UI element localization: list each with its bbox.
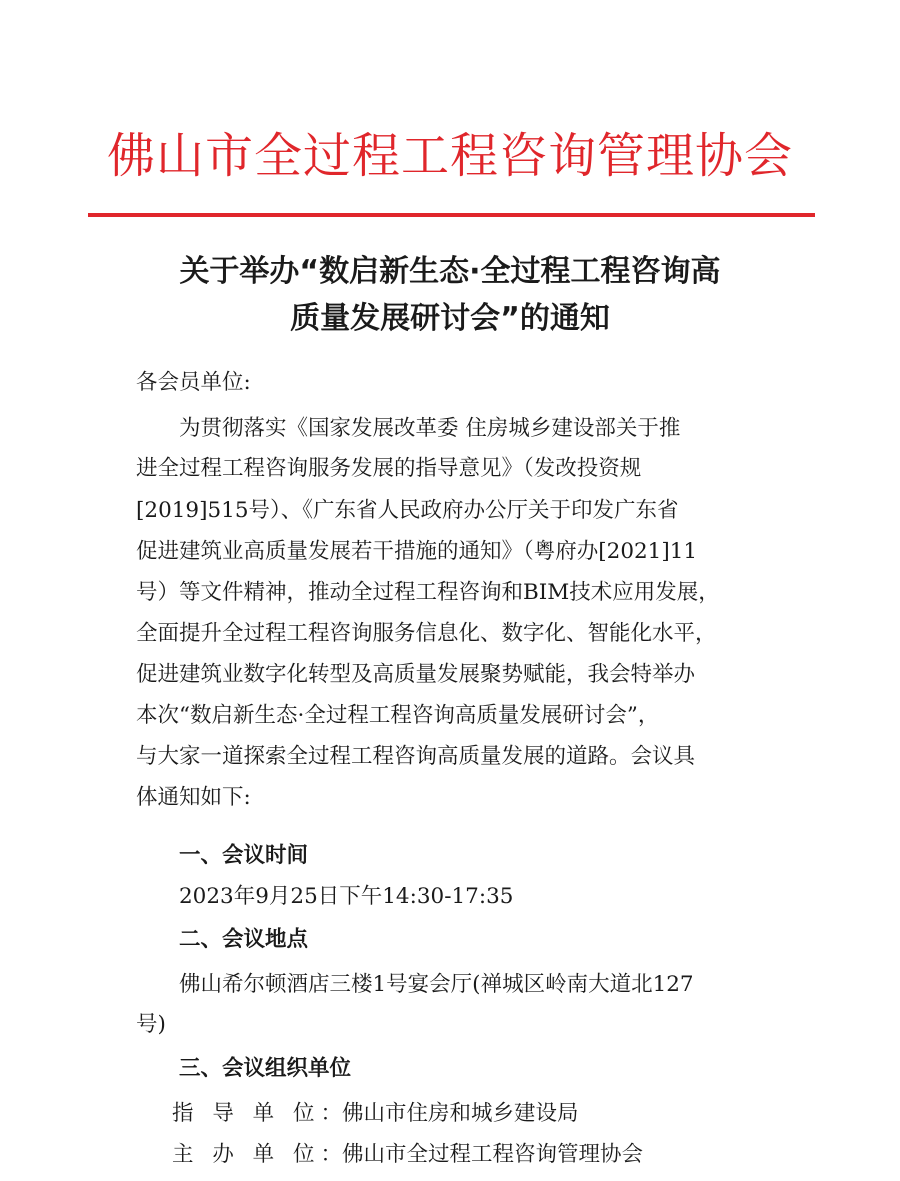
guide-unit-value: ：佛山市住房和城乡建设局 xyxy=(320,1101,579,1126)
intro-line-2: 进全过程工程咨询服务发展的指导意见》（发改投资规 xyxy=(136,456,642,481)
intro-line-10: 体通知如下: xyxy=(136,785,251,810)
intro-line-8: 本次“数启新生态·全过程工程咨询高质量发展研讨会”， xyxy=(136,703,660,728)
organizer-row-guide xyxy=(172,1095,579,1133)
intro-line-1: 为贯彻落实《国家发展改革委 住房城乡建设部关于推 xyxy=(179,416,681,441)
salutation: 各会员单位: xyxy=(136,370,251,395)
section-heading-meeting-location: 二、会议地点 xyxy=(179,927,309,952)
notice-title-line-1: 关于举办“数启新生态·全过程工程咨询高 xyxy=(179,254,721,289)
intro-line-4: 促进建筑业高质量发展若干措施的通知》（粤府办[2021]11 xyxy=(136,539,698,564)
meeting-location-line-2: 号) xyxy=(136,1012,166,1037)
host-unit-label: 主 办 单 位 xyxy=(172,1142,321,1167)
meeting-time-value: 2023年9月25日下午14:30-17:35 xyxy=(179,884,514,909)
meeting-location-line-1: 佛山希尔顿酒店三楼1号宴会厅(禅城区岭南大道北127 xyxy=(179,972,694,997)
organization-header: 佛山市全过程工程咨询管理协会 xyxy=(106,128,793,184)
organizer-row-host xyxy=(172,1136,643,1174)
intro-line-7: 促进建筑业数字化转型及高质量发展聚势赋能，我会特举办 xyxy=(136,662,696,687)
notice-title-line-2: 质量发展研讨会”的通知 xyxy=(290,301,610,336)
intro-line-9: 与大家一道探索全过程工程咨询高质量发展的道路。会议具 xyxy=(136,744,696,769)
header-red-rule xyxy=(88,213,815,217)
notice-title xyxy=(100,248,800,342)
host-unit-value: ：佛山市全过程工程咨询管理协会 xyxy=(320,1142,644,1167)
intro-line-5: 号）等文件精神，推动全过程工程咨询和BIM技术应用发展， xyxy=(136,580,720,605)
intro-line-3: [2019]515号）、《广东省人民政府办公厅关于印发广东省 xyxy=(136,498,679,523)
guide-unit-label: 指 导 单 位 xyxy=(172,1101,321,1126)
section-heading-organizers: 三、会议组织单位 xyxy=(179,1056,352,1081)
section-heading-meeting-time: 一、会议时间 xyxy=(179,843,309,868)
intro-line-6: 全面提升全过程工程咨询服务信息化、数字化、智能化水平， xyxy=(136,621,717,646)
